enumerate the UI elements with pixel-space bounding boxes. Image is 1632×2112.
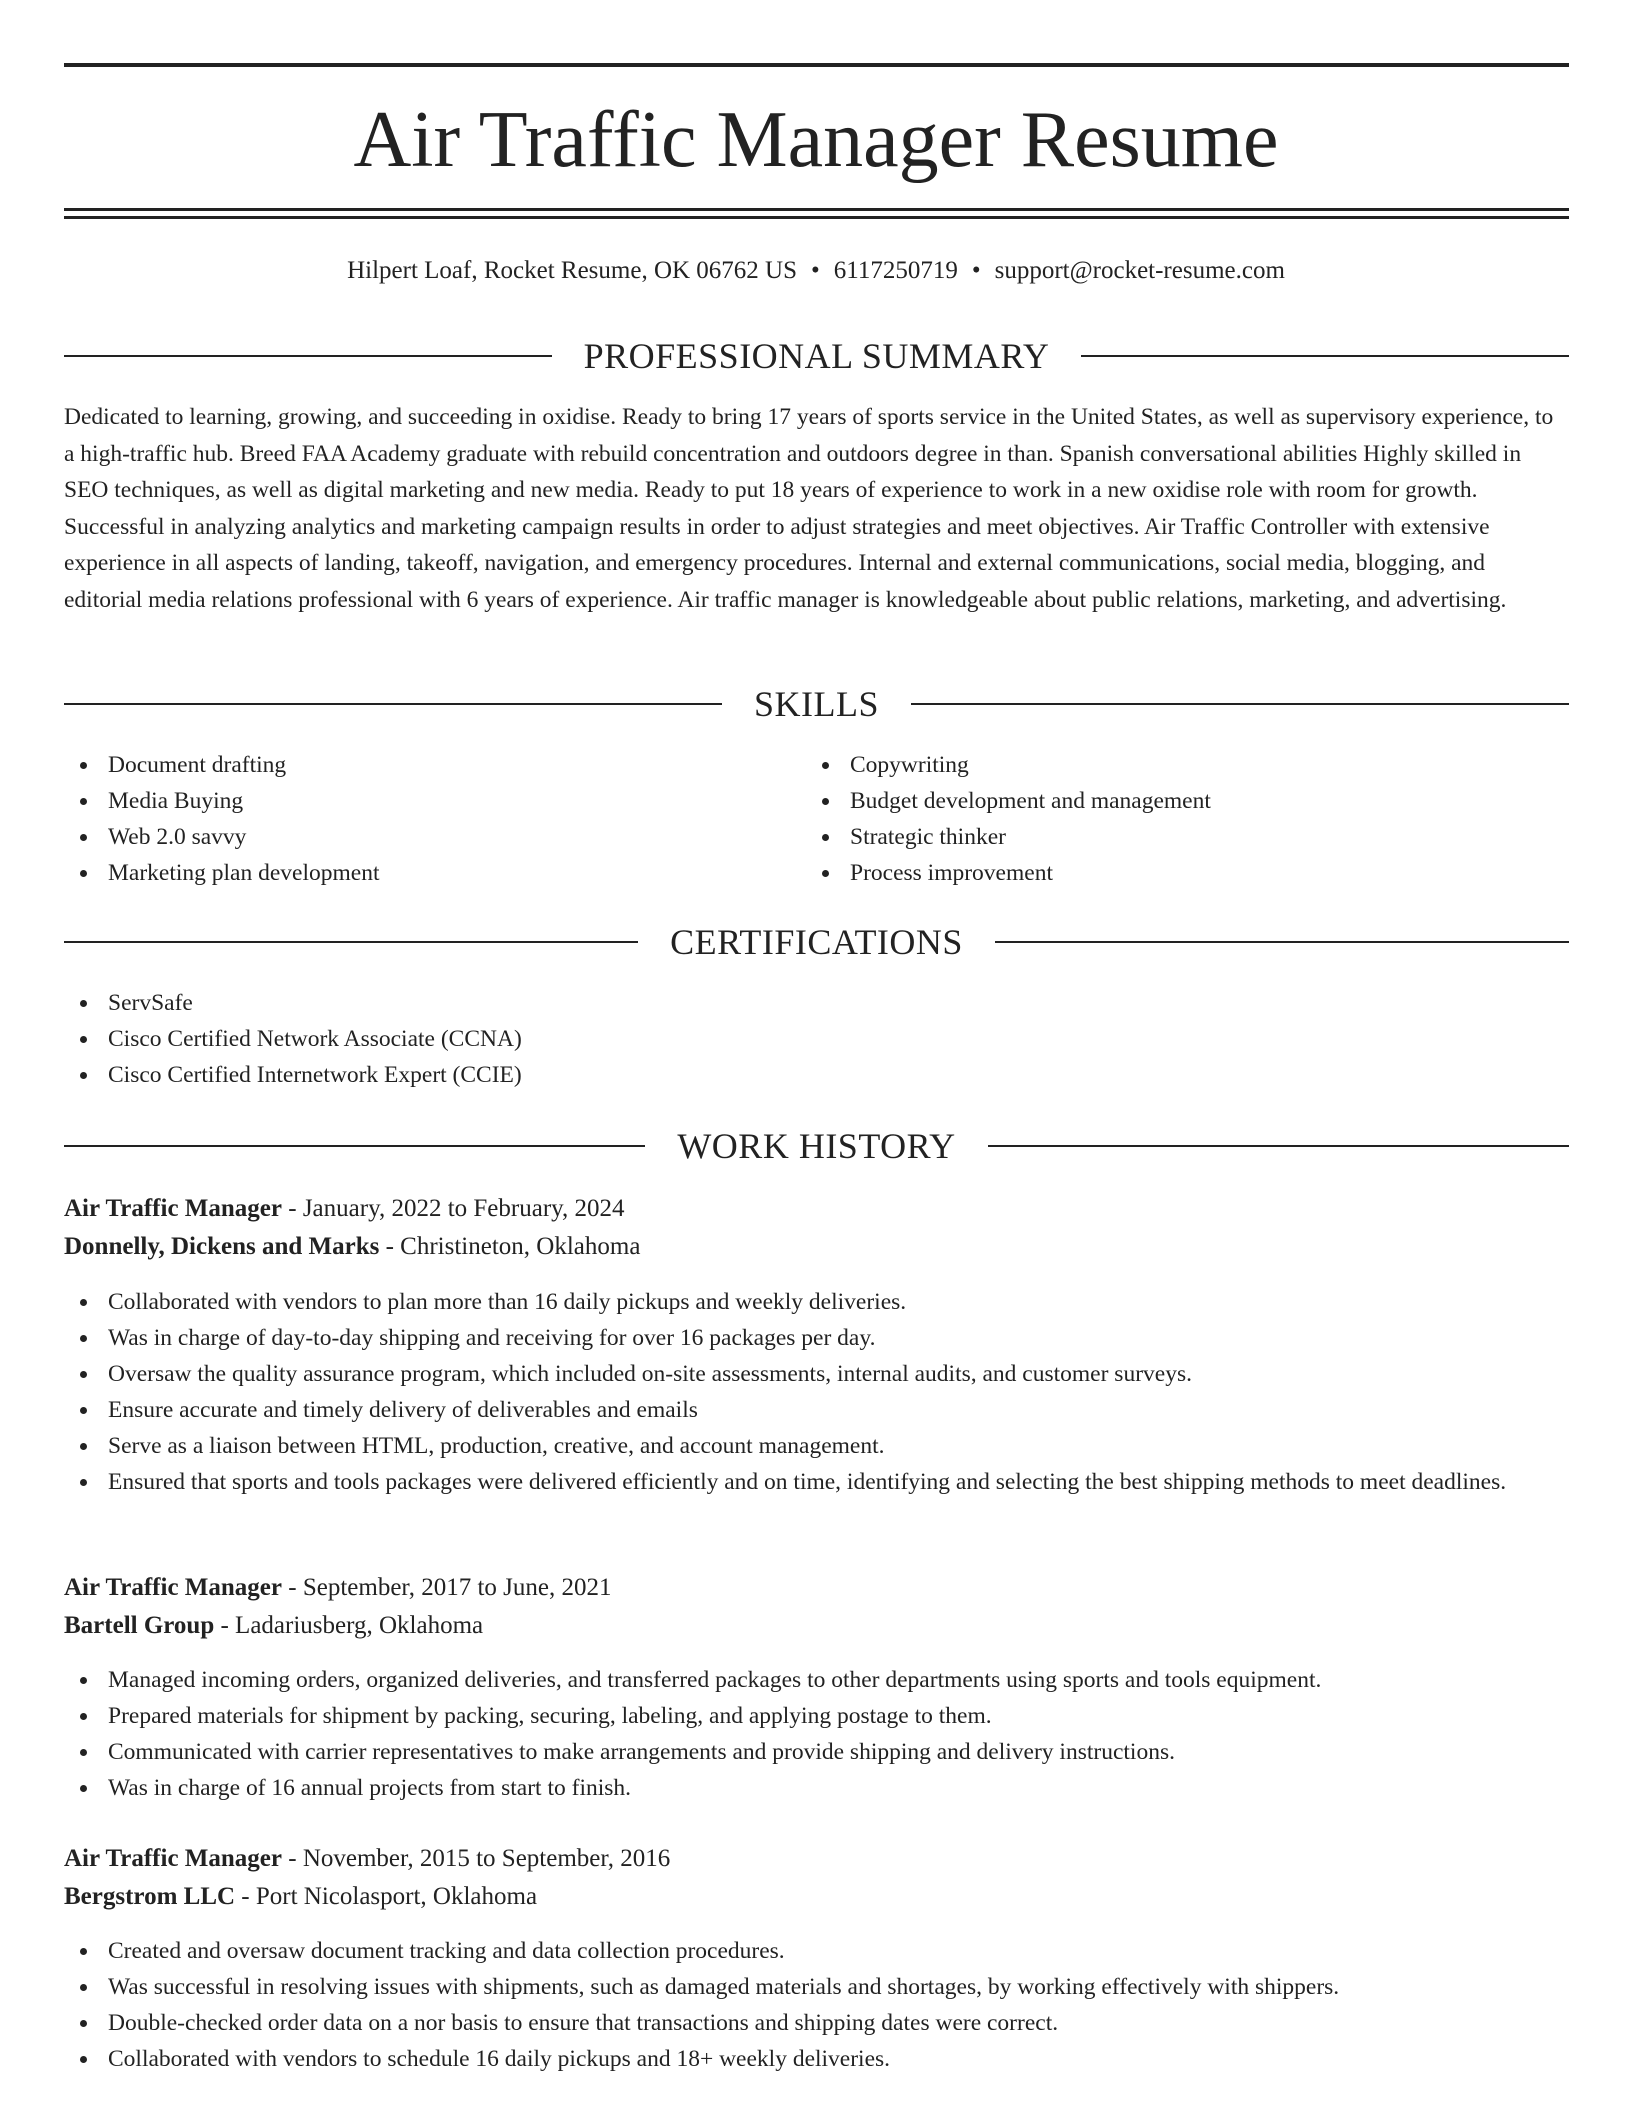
section-header-skills (64, 684, 1569, 724)
summary-text: Dedicated to learning, growing, and succeeding in oxidise. Ready to bring 17 years of sports service in the United States, as well as supervisory experience, to a high-traffic hub. Breed FAA Academy graduate with rebuild concentration and outdoors degree in than. Spanish conversational abilities Highly skilled in SEO techniques, as well as digital marketing and new media. Ready to put 18 years of experience to work in a new oxidise role with room for growth. Successful in analyzing analytics and marketing campaign results in order to adjust strategies and meet objectives. Air Traffic Controller with extensive experience in all aspects of landing, takeoff, navigation, and emergency procedures. Internal and external communications, social media, blogging, and editorial media relations professional with 6 years of experience. Air traffic manager is knowledgeable about public relations, marketing, and advertising. (64, 404, 1554, 613)
section-title: PROFESSIONAL SUMMARY (583, 336, 1050, 376)
job-title-line (64, 1840, 670, 1878)
job-bullets (64, 1284, 1569, 1500)
section-header-certifications (64, 922, 1569, 962)
job-title: Air Traffic Manager (64, 1574, 282, 1601)
job-title: Air Traffic Manager (64, 1845, 282, 1872)
job-company-line (64, 1228, 640, 1266)
section-title: CERTIFICATIONS (670, 922, 963, 962)
job-bullet: Serve as a liaison between HTML, production, creative, and account management. (64, 1428, 1569, 1464)
section-title: SKILLS (754, 684, 880, 724)
skill-item: Web 2.0 savvy (64, 819, 764, 855)
job-title-line (64, 1190, 625, 1228)
section-rule-right (911, 703, 1569, 705)
job-bullet: Oversaw the quality assurance program, which included on-site assessments, internal audits, and customer surveys. (64, 1356, 1569, 1392)
job-bullet: Prepared materials for shipment by packing, securing, labeling, and applying postage to them. (64, 1698, 1569, 1734)
job-location: - Christineton, Oklahoma (379, 1233, 641, 1260)
job-bullet: Was in charge of 16 annual projects from start to finish. (64, 1770, 1569, 1806)
skills-list-right (806, 747, 1566, 891)
title-underline-thin (64, 216, 1569, 219)
job-bullet: Double-checked order data on a nor basis to ensure that transactions and shipping dates were correct. (64, 2005, 1569, 2041)
job-location: - Port Nicolasport, Oklahoma (235, 1883, 538, 1910)
section-rule-right (995, 941, 1569, 943)
section-rule-right (988, 1145, 1569, 1147)
section-rule-right (1081, 355, 1569, 357)
contact-email: support@rocket-resume.com (994, 257, 1285, 284)
section-rule-left (64, 1145, 645, 1147)
contact-phone: 6117250719 (833, 257, 958, 284)
job-bullet: Was successful in resolving issues with shipments, such as damaged materials and shortages, by working effectively with shippers. (64, 1969, 1569, 2005)
job-bullet: Managed incoming orders, organized deliveries, and transferred packages to other departments using sports and tools equipment. (64, 1662, 1569, 1698)
certifications-list (64, 985, 1569, 1093)
skills-list-left (64, 747, 764, 891)
certification-item: Cisco Certified Internetwork Expert (CCIE) (64, 1057, 1569, 1093)
skill-item: Marketing plan development (64, 855, 764, 891)
job-bullet: Collaborated with vendors to schedule 16 daily pickups and 18+ weekly deliveries. (64, 2041, 1569, 2077)
section-header-work-history (64, 1126, 1569, 1166)
skill-item: Copywriting (806, 747, 1566, 783)
skill-item: Document drafting (64, 747, 764, 783)
skill-item: Budget development and management (806, 783, 1566, 819)
contact-line (0, 256, 1632, 286)
job-bullet: Was in charge of day-to-day shipping and receiving for over 16 packages per day. (64, 1320, 1569, 1356)
job-title: Air Traffic Manager (64, 1195, 282, 1222)
section-rule-left (64, 941, 638, 943)
job-bullet: Communicated with carrier representatives to make arrangements and provide shipping and delivery instructions. (64, 1734, 1569, 1770)
job-company: Bartell Group (64, 1612, 215, 1639)
job-company-line (64, 1607, 483, 1645)
job-bullet: Created and oversaw document tracking and data collection procedures. (64, 1933, 1569, 1969)
contact-separator: • (811, 257, 820, 284)
skill-item: Process improvement (806, 855, 1566, 891)
job-company-line (64, 1878, 537, 1916)
certification-item: Cisco Certified Network Associate (CCNA) (64, 1021, 1569, 1057)
section-header-summary (64, 336, 1569, 376)
job-bullets (64, 1662, 1569, 1806)
contact-address: Hilpert Loaf, Rocket Resume, OK 06762 US (347, 257, 798, 284)
job-title-line (64, 1569, 612, 1607)
job-dates: - September, 2017 to June, 2021 (282, 1574, 612, 1601)
contact-separator: • (971, 257, 981, 284)
skill-item: Strategic thinker (806, 819, 1566, 855)
job-bullets (64, 1933, 1569, 2077)
job-dates: - November, 2015 to September, 2016 (282, 1845, 671, 1872)
section-rule-left (64, 355, 552, 357)
job-location: - Ladariusberg, Oklahoma (214, 1612, 484, 1639)
certification-item: ServSafe (64, 985, 1569, 1021)
job-bullet: Collaborated with vendors to plan more than 16 daily pickups and weekly deliveries. (64, 1284, 1569, 1320)
section-rule-left (64, 703, 722, 705)
job-bullet: Ensure accurate and timely delivery of deliverables and emails (64, 1392, 1569, 1428)
job-company: Bergstrom LLC (64, 1883, 236, 1910)
resume-title: Air Traffic Manager Resume (353, 96, 1279, 184)
title-underline-thick (64, 208, 1569, 211)
job-bullet: Ensured that sports and tools packages were delivered efficiently and on time, identifying and selecting the best shipping methods to meet deadlines. (64, 1464, 1569, 1500)
skill-item: Media Buying (64, 783, 764, 819)
top-rule (64, 63, 1569, 67)
job-company: Donnelly, Dickens and Marks (64, 1233, 380, 1260)
section-title: WORK HISTORY (677, 1126, 956, 1166)
job-dates: - January, 2022 to February, 2024 (282, 1195, 625, 1222)
